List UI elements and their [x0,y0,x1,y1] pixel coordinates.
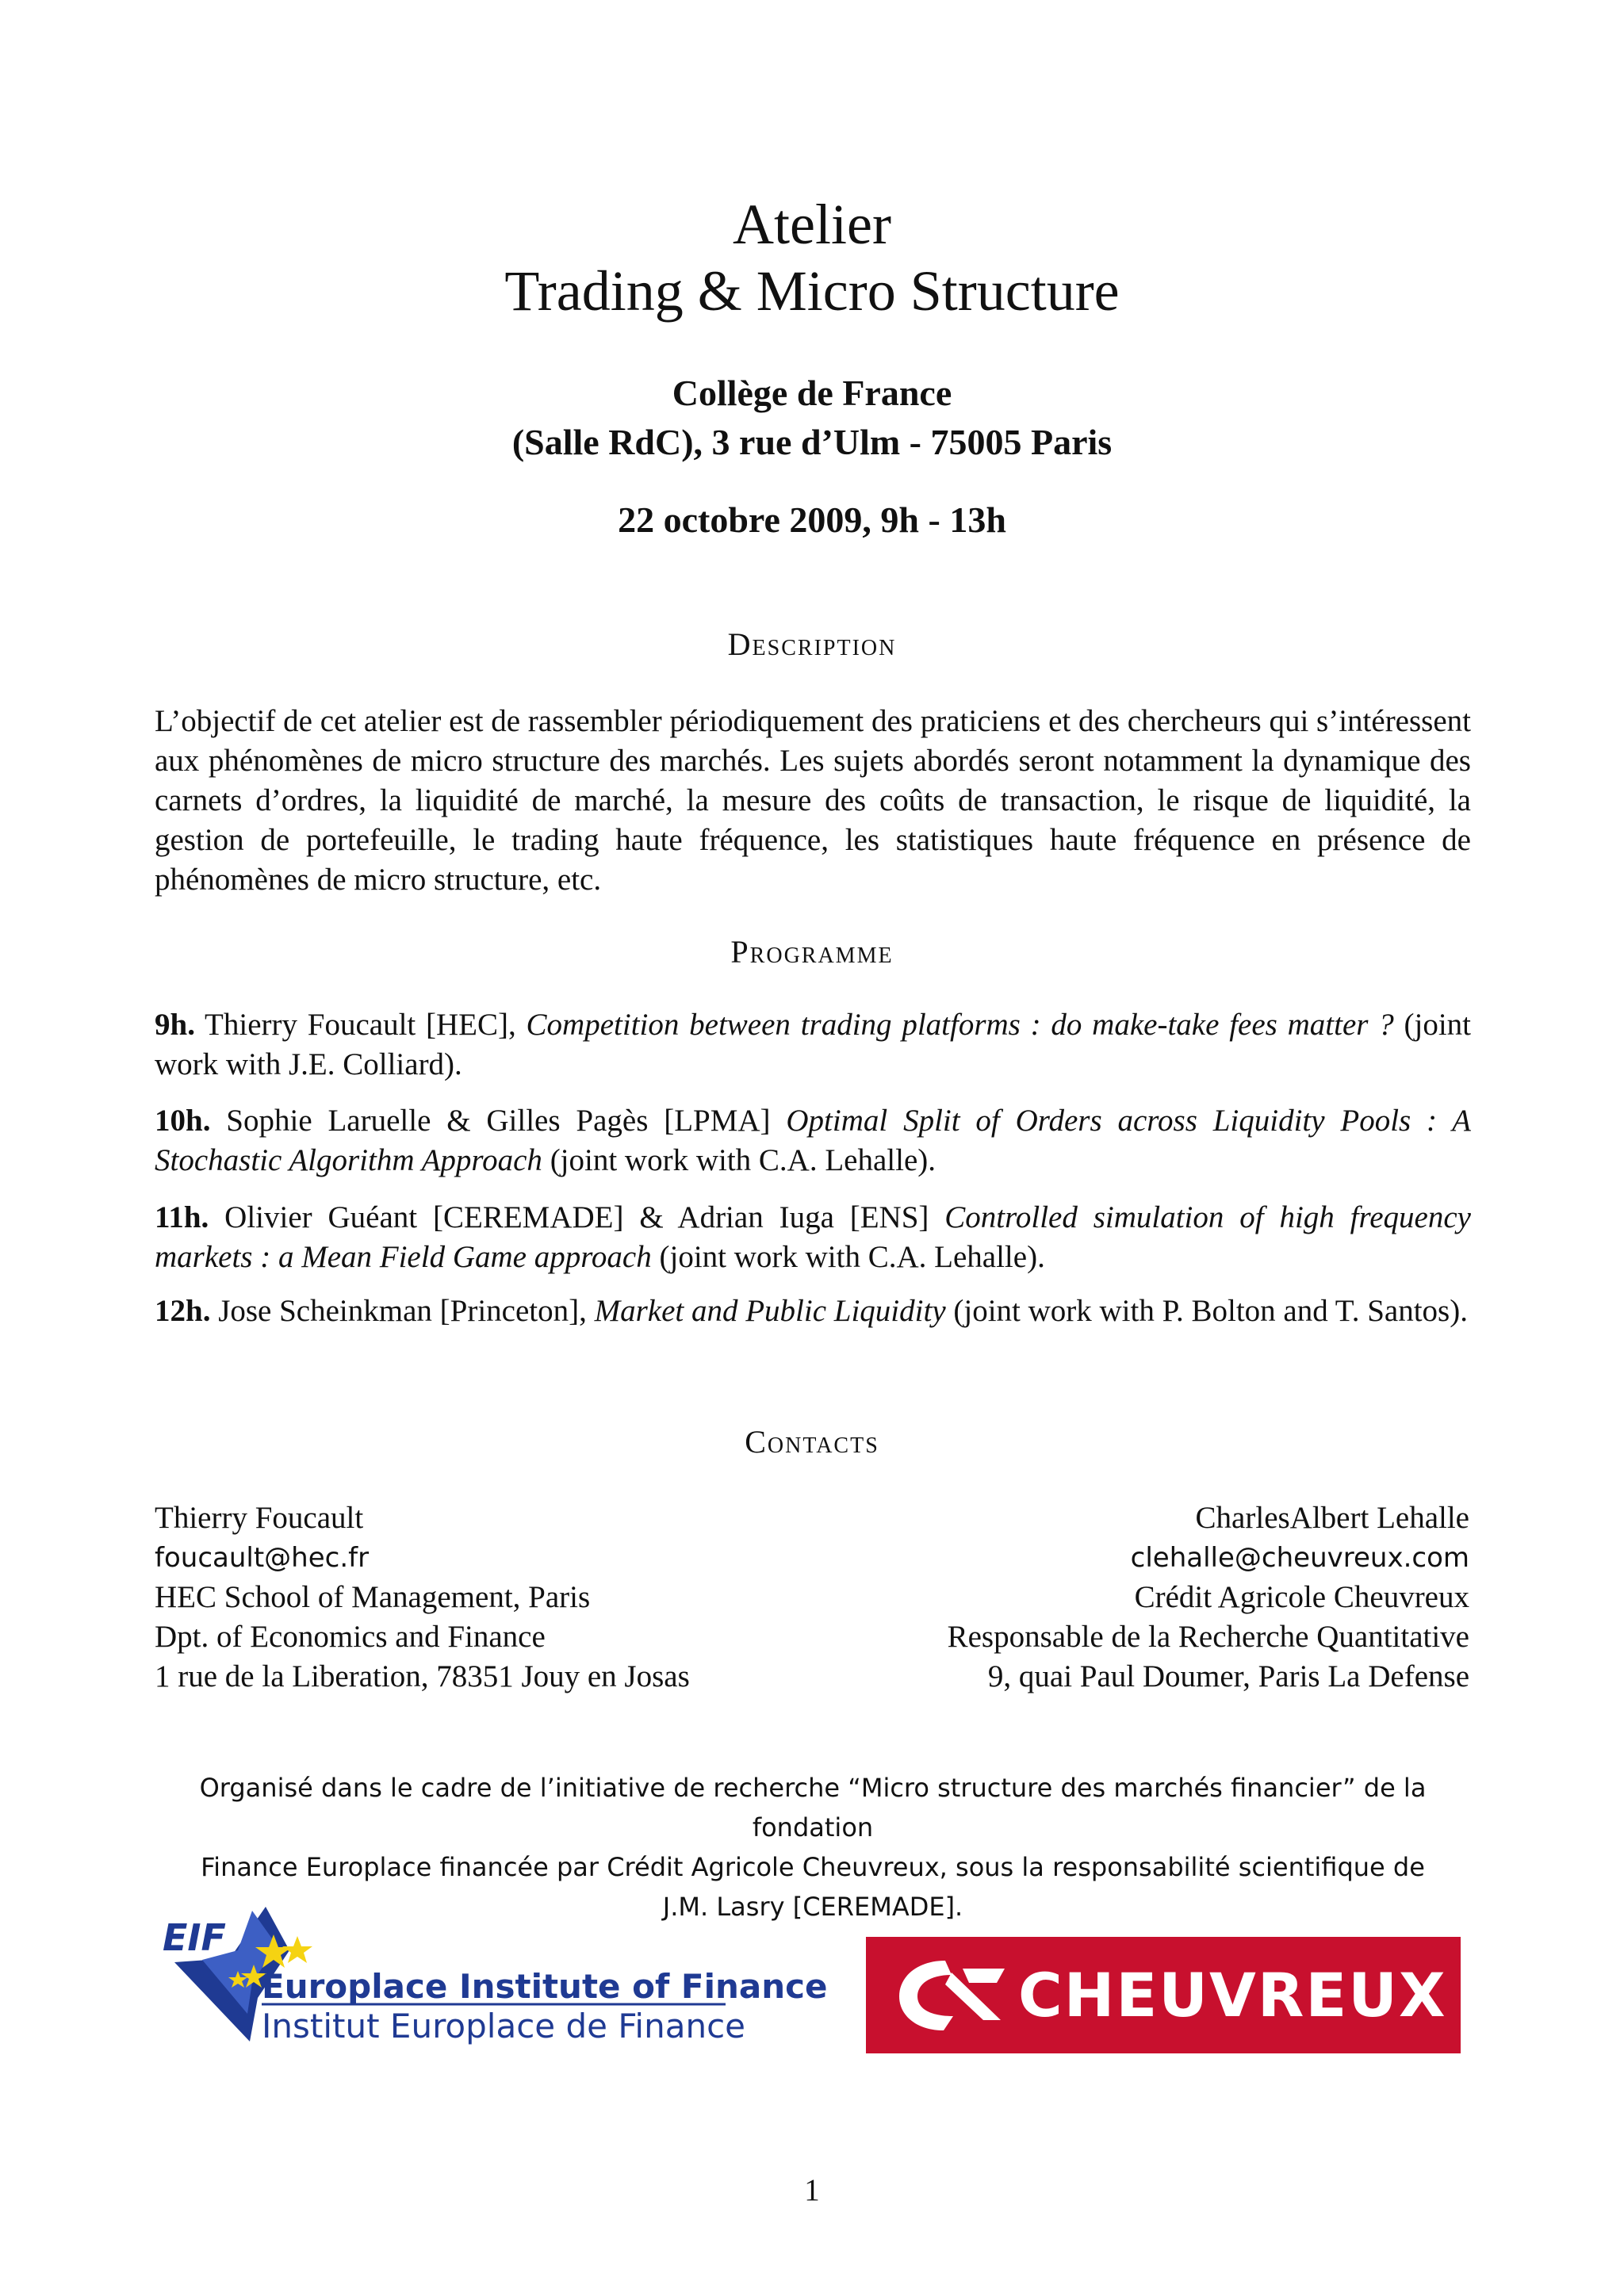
talk-time: 12h. [155,1294,211,1328]
contact-email-link[interactable]: foucault@hec.fr [155,1542,370,1574]
talk-title: Optimal Split of Orders across Liquidity Pools : A Stochastic Algorithm Approach [155,1104,1472,1177]
eif-logo [159,1903,828,2045]
programme-heading: Programme [730,934,894,970]
talk-item [155,1198,1471,1277]
talk-speakers: Sophie Laruelle & Gilles Pagès [LPMA] [226,1104,771,1138]
venue-line-1: Collège de France [672,373,952,413]
talk-title: Controlled simulation of high frequency markets : a Mean Field Game approach [155,1200,1471,1274]
talk-note: (joint work with C.A. Lehalle). [659,1240,1045,1274]
talk-title: Competition between trading platforms : do make-take fees matter ? [526,1008,1394,1042]
venue-line-2: (Salle RdC), 3 rue d’Ulm - 75005 Paris [511,422,1113,462]
credit-agricole-icon [890,1953,1009,2038]
contact-address: 1 rue de la Liberation, 78351 Jouy en Josas [155,1659,690,1693]
eif-line-2: Institut Europlace de Finance [262,2007,746,2045]
contact-email-link[interactable]: clehalle@cheuvreux.com [1130,1542,1469,1574]
eif-line-1: Europlace Institute of Finance [262,1967,828,2006]
talk-time: 10h. [155,1104,211,1138]
title-line-2: Trading & Micro Structure [504,259,1120,323]
talk-item [155,1101,1471,1181]
contact-name: CharlesAlbert Lehalle [1195,1501,1469,1535]
eif-abbr: EIF [163,1916,226,1959]
talk-speakers: Thierry Foucault [HEC], [205,1008,516,1042]
contacts-heading: Contacts [745,1424,879,1460]
talk-time: 9h. [155,1008,195,1042]
contact-role: Responsable de la Recherche Quantitative [947,1620,1469,1654]
talk-speakers: Olivier Guéant [CEREMADE] & Adrian Iuga [ENS] [224,1200,929,1234]
contact-organisation: HEC School of Management, Paris [155,1580,591,1614]
talk-note: (joint work with J.E. Colliard). [155,1008,1471,1081]
contact-name: Thierry Foucault [155,1501,364,1535]
talk-speakers: Jose Scheinkman [Princeton], [218,1294,587,1328]
title-line-1: Atelier [733,193,891,256]
organisation-line-2: Finance Europlace financée par Crédit Agricole Cheuvreux, sous la responsabilité scientifique de [201,1852,1425,1882]
organisation-line-3: J.M. Lasry [CEREMADE]. [662,1892,963,1922]
talk-item [155,1005,1471,1085]
cheuvreux-logo [866,1937,1461,2053]
contact-department: Dpt. of Economics and Finance [155,1620,546,1654]
page-number: 1 [804,2173,820,2207]
event-date: 22 octobre 2009, 9h - 13h [618,499,1006,540]
organisation-line-1: Organisé dans le cadre de l’initiative de recherche “Micro structure des marchés financier” de la fondation [199,1773,1427,1843]
contact-right [756,1498,1469,1697]
talk-time: 11h. [155,1200,209,1234]
contact-organisation: Crédit Agricole Cheuvreux [1134,1580,1469,1614]
description-heading: Description [727,626,897,662]
talk-title: Market and Public Liquidity [594,1294,946,1328]
cheuvreux-wordmark: CHEUVREUX [1018,1960,1447,2030]
talk-note: (joint work with C.A. Lehalle). [550,1143,936,1177]
talk-note: (joint work with P. Bolton and T. Santos). [953,1294,1468,1328]
description-text: L’objectif de cet atelier est de rassembler périodiquement des praticiens et des chercheurs qui s’intéressent aux phénomènes de micro structure des marchés. Les sujets abordés seront notamment la dynamique des carnets d’ordres, la liquidité de marché, la mesure des coûts de transaction, le risque de liquidité, la gestion de portefeuille, le trading haute fréquence, les statistiques haute fréquence en présence de phénomènes de micro structure, etc. [155,704,1471,897]
talk-item [155,1292,1471,1331]
contact-address: 9, quai Paul Doumer, Paris La Defense [987,1659,1469,1693]
